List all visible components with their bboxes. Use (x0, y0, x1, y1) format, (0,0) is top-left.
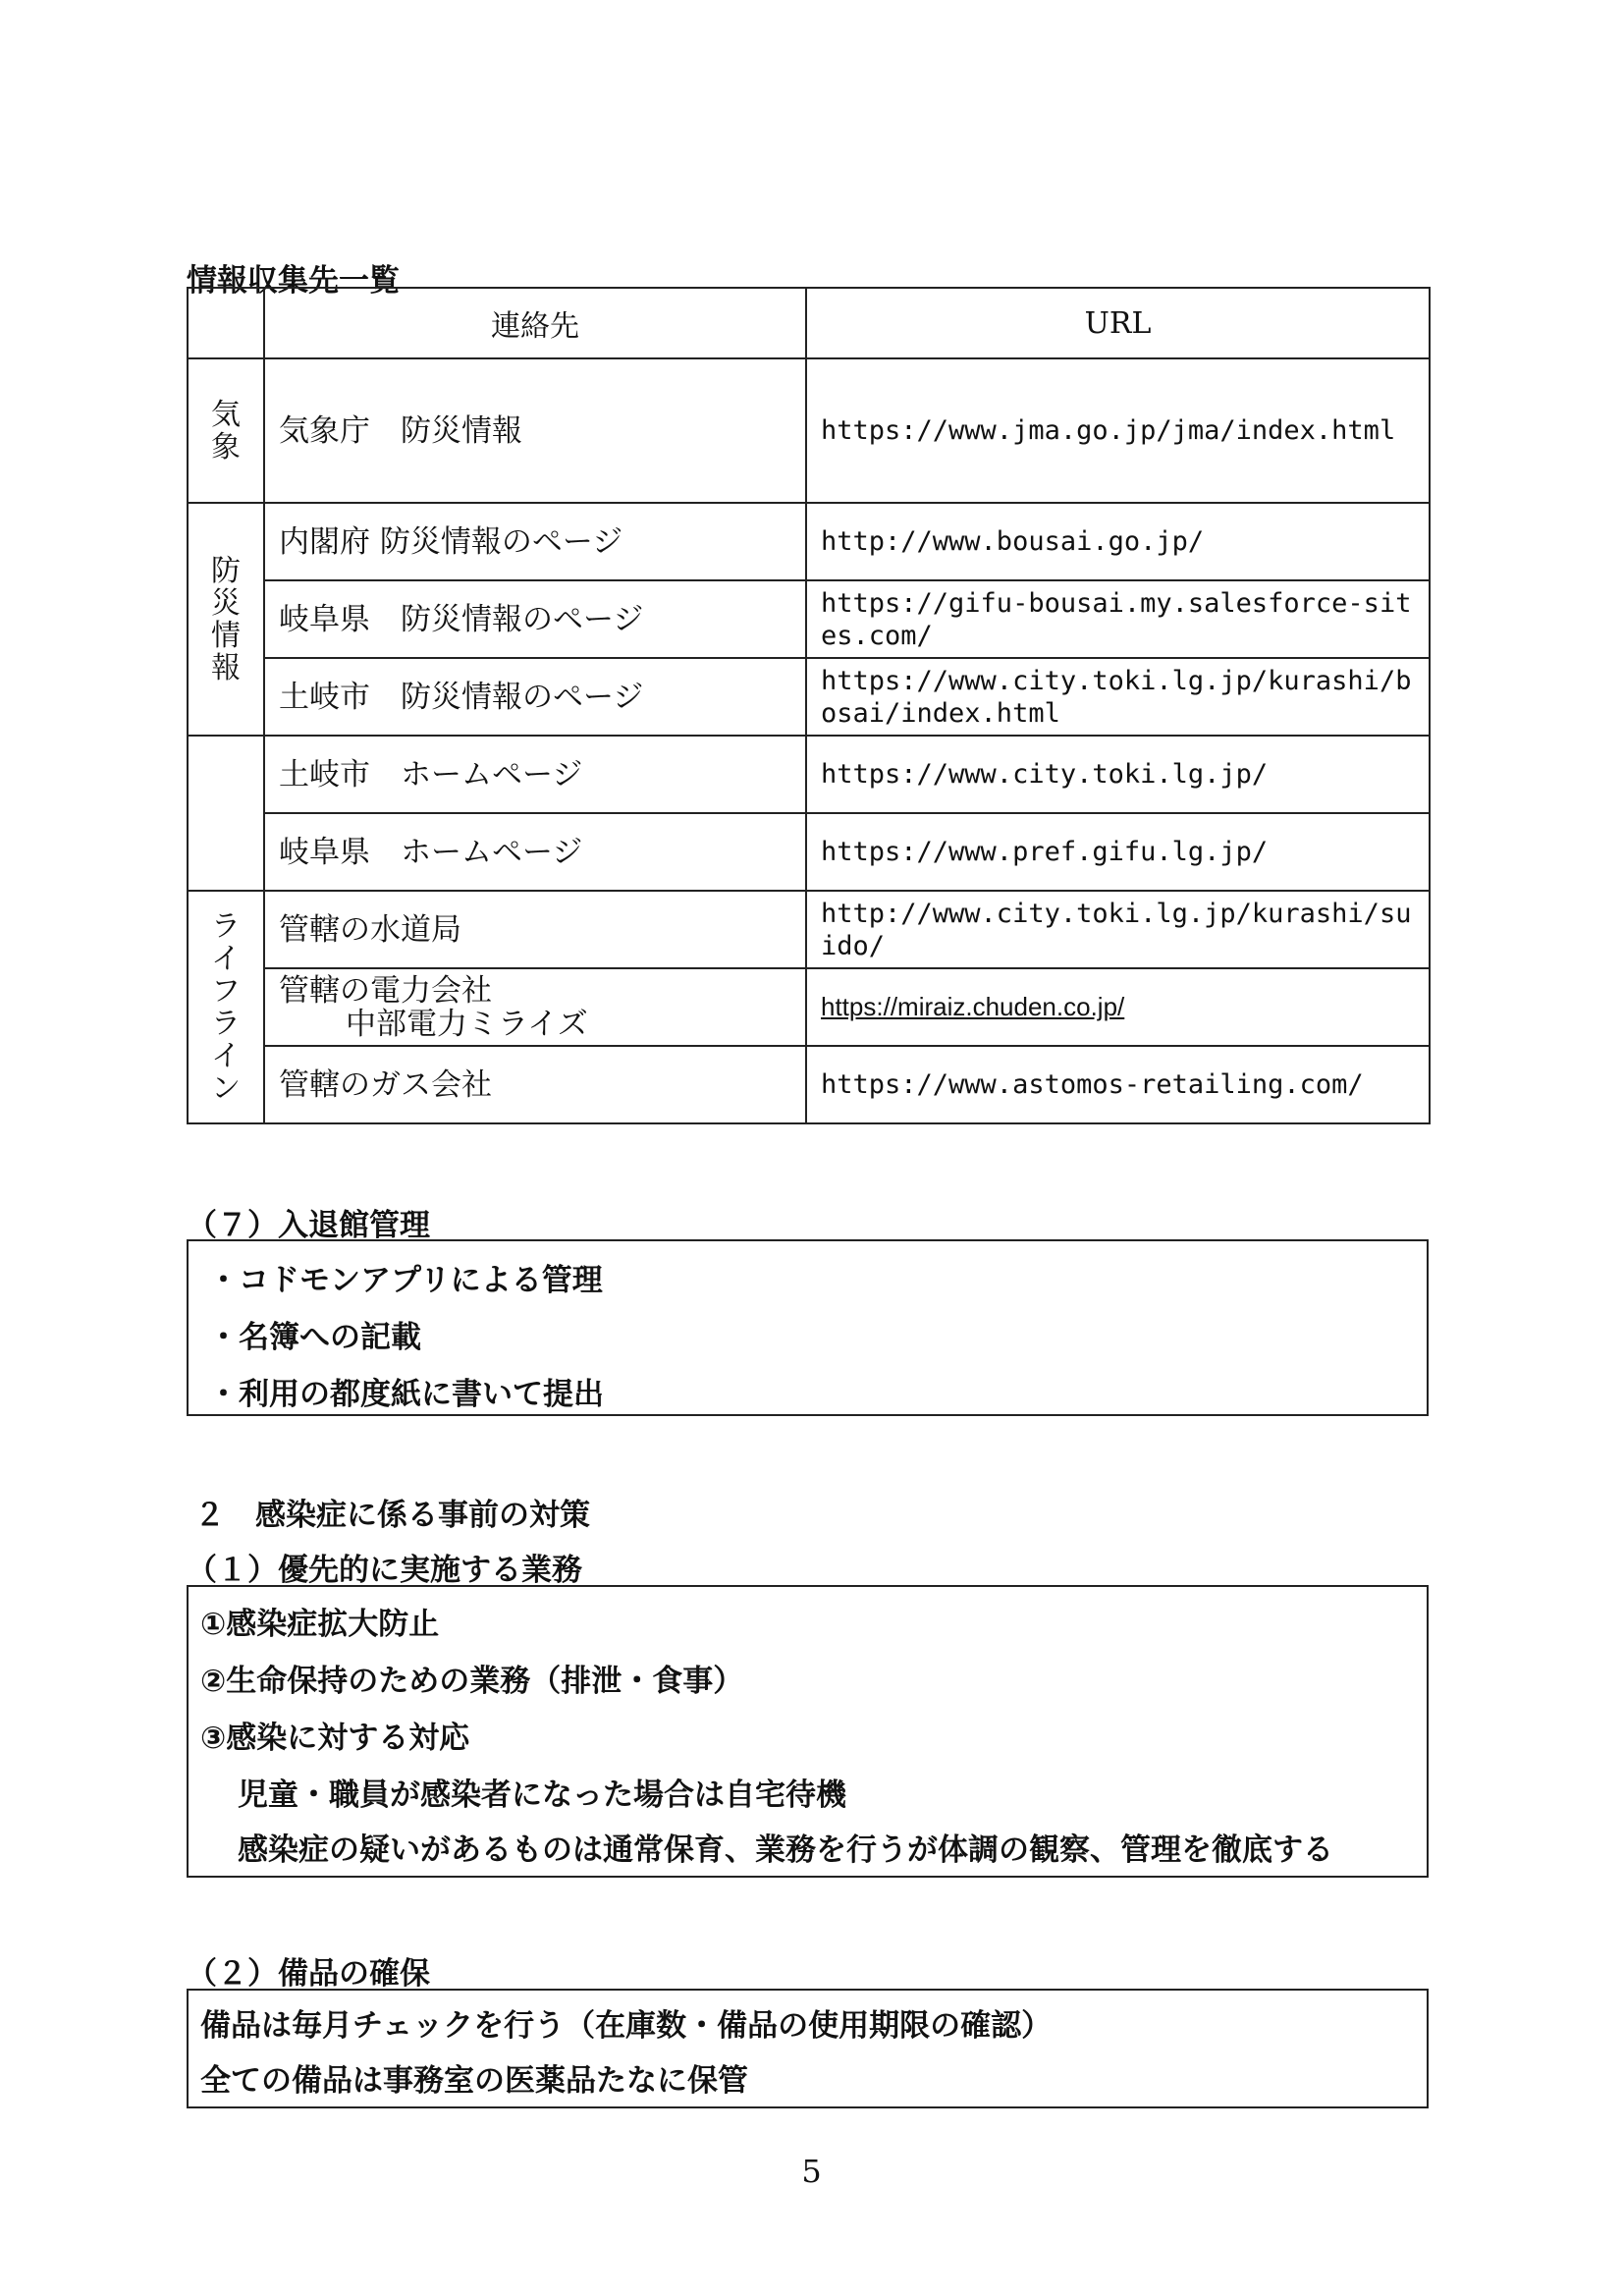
section2-title: ２ 感染症に係る事前の対策 (194, 1498, 590, 1533)
table-row (188, 358, 1430, 503)
table-row (188, 736, 1430, 813)
list-item: 全ての備品は事務室の医薬品たなに保管 (200, 2063, 748, 2099)
contact-cell: 気象庁 防災情報 (264, 358, 806, 503)
page-number: 5 (801, 2153, 822, 2190)
list-item: ②生命保持のための業務（排泄・食事） (200, 1664, 744, 1699)
list-item: 児童・職員が感染者になった場合は自宅待機 (238, 1777, 846, 1813)
info-sources-table (187, 287, 1431, 1124)
contact-cell: 岐阜県 ホームページ (264, 813, 806, 891)
header-contact: 連絡先 (264, 288, 806, 358)
section7-box (187, 1239, 1429, 1416)
url-cell: https://www.city.toki.lg.jp/ (806, 736, 1430, 813)
contact-main: 管轄の電力会社 (279, 972, 492, 1009)
table-row (188, 503, 1430, 580)
section2-1-box (187, 1585, 1429, 1878)
header-url: URL (806, 288, 1430, 358)
section2-1-title: （１）優先的に実施する業務 (187, 1553, 582, 1588)
contact-cell: 管轄の水道局 (264, 891, 806, 968)
list-item: ・名簿への記載 (208, 1320, 421, 1355)
contact-cell: 内閣府 防災情報のページ (264, 503, 806, 580)
contact-cell: 土岐市 ホームページ (264, 736, 806, 813)
section2-2-title: （２）備品の確保 (187, 1956, 430, 1992)
list-item: 備品は毎月チェックを行う（在庫数・備品の使用期限の確認） (200, 2008, 1053, 2044)
url-cell: https://www.jma.go.jp/jma/index.html (806, 358, 1430, 503)
category-disaster-info: 防 災 情 報 (188, 503, 264, 736)
table-row (188, 968, 1430, 1046)
section2-2-box (187, 1989, 1429, 2108)
list-item: 感染症の疑いがあるものは通常保育、業務を行うが体調の観察、管理を徹底する (238, 1832, 1333, 1868)
header-category (188, 288, 264, 358)
url-cell: http://www.bousai.go.jp/ (806, 503, 1430, 580)
category-weather: 気 象 (188, 358, 264, 503)
url-link[interactable]: https://miraiz.chuden.co.jp/ (806, 968, 1430, 1046)
contact-cell (264, 968, 806, 1046)
list-item: ・コドモンアプリによる管理 (208, 1263, 603, 1298)
contact-cell: 土岐市 防災情報のページ (264, 658, 806, 736)
table-title: 情報収集先一覧 (187, 263, 400, 299)
table-row (188, 891, 1430, 968)
list-item: ①感染症拡大防止 (200, 1607, 440, 1642)
contact-cell: 管轄のガス会社 (264, 1046, 806, 1123)
list-item: ③感染に対する対応 (200, 1721, 470, 1756)
category-lifeline: ラ イ フ ラ イ ン (188, 891, 264, 1123)
url-cell: http://www.city.toki.lg.jp/kurashi/suido/ (806, 891, 1430, 968)
url-cell: https://www.pref.gifu.lg.jp/ (806, 813, 1430, 891)
list-item: ・利用の都度紙に書いて提出 (208, 1377, 604, 1412)
table-header-row (188, 288, 1430, 358)
table-row (188, 1046, 1430, 1123)
table-row (188, 658, 1430, 736)
url-cell: https://www.city.toki.lg.jp/kurashi/bosai/index.html (806, 658, 1430, 736)
section7-title: （７）入退館管理 (187, 1208, 430, 1243)
contact-sub: 中部電力ミライズ (346, 1006, 588, 1042)
table-row (188, 813, 1430, 891)
category-blank (188, 736, 264, 891)
table-row (188, 580, 1430, 658)
url-cell: https://www.astomos-retailing.com/ (806, 1046, 1430, 1123)
contact-cell: 岐阜県 防災情報のページ (264, 580, 806, 658)
url-cell: https://gifu-bousai.my.salesforce-sites.com/ (806, 580, 1430, 658)
